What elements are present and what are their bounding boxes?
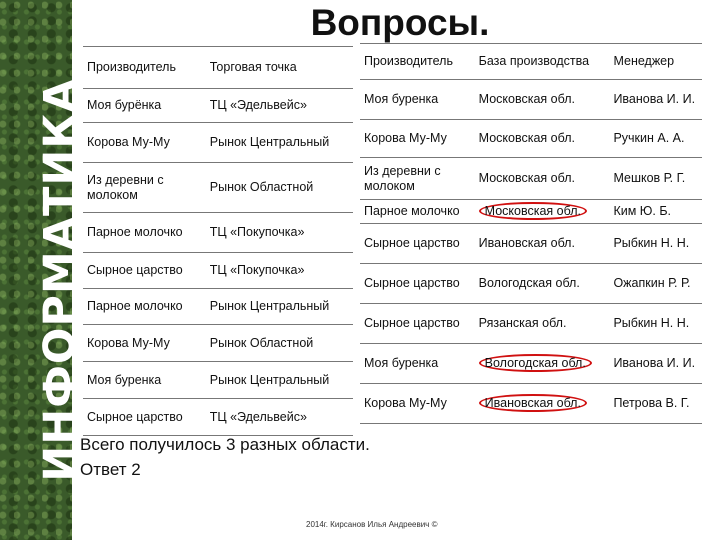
cell-producer: Корова Му-Му <box>83 325 206 362</box>
producer-outlet-table <box>83 46 353 436</box>
header-cell: Менеджер <box>609 44 702 80</box>
table-header-row <box>83 47 353 89</box>
cell-producer: Моя буренка <box>83 362 206 399</box>
cell-outlet: ТЦ «Покупочка» <box>206 253 353 289</box>
cell-outlet: ТЦ «Эдельвейс» <box>206 89 353 123</box>
cell-outlet: Рынок Центральный <box>206 123 353 163</box>
table-row <box>360 224 702 264</box>
cell-producer: Сырное царство <box>83 399 206 436</box>
cell-base: Ивановская обл. <box>475 224 610 264</box>
cell-producer: Сырное царство <box>360 264 475 304</box>
page-title: Вопросы. <box>310 2 490 43</box>
cell-outlet: Рынок Областной <box>206 163 353 213</box>
producer-base-manager-table <box>360 43 702 424</box>
table-header-row <box>360 44 702 80</box>
table-row <box>360 264 702 304</box>
cell-manager: Ручкин А. А. <box>609 120 702 158</box>
cell-base: Московская обл. <box>475 80 610 120</box>
cell-manager: Иванова И. И. <box>609 344 702 384</box>
answer-line: Ответ 2 <box>80 460 141 479</box>
cell-producer: Парное молочко <box>83 213 206 253</box>
cell-outlet: Рынок Центральный <box>206 362 353 399</box>
table-row <box>360 384 702 424</box>
cell-outlet: ТЦ «Эдельвейс» <box>206 399 353 436</box>
table-row <box>83 123 353 163</box>
cell-manager: Иванова И. И. <box>609 80 702 120</box>
table-row <box>83 163 353 213</box>
cell-producer: Корова Му-Му <box>360 120 475 158</box>
header-cell: База производства <box>475 44 610 80</box>
table-row <box>83 213 353 253</box>
cell-manager: Ожапкин Р. Р. <box>609 264 702 304</box>
cell-base <box>475 344 610 384</box>
summary-line: Всего получилось 3 разных области. <box>80 435 370 454</box>
cell-producer: Сырное царство <box>360 224 475 264</box>
cell-producer: Сырное царство <box>360 304 475 344</box>
cell-manager: Рыбкин Н. Н. <box>609 224 702 264</box>
cell-outlet: Рынок Областной <box>206 325 353 362</box>
highlighted-region: Ивановская обл. <box>479 394 587 412</box>
cell-producer: Сырное царство <box>83 253 206 289</box>
cell-outlet: ТЦ «Покупочка» <box>206 213 353 253</box>
table-row <box>83 325 353 362</box>
header-cell: Производитель <box>83 47 206 89</box>
table-row <box>360 80 702 120</box>
cell-producer: Корова Му-Му <box>83 123 206 163</box>
cell-producer: Моя бурёнка <box>83 89 206 123</box>
highlighted-region: Вологодская обл. <box>479 354 592 372</box>
table-row <box>360 158 702 200</box>
sidebar-texture <box>0 0 85 540</box>
cell-producer: Корова Му-Му <box>360 384 475 424</box>
cell-base: Рязанская обл. <box>475 304 610 344</box>
cell-base: Московская обл. <box>475 158 610 200</box>
table-row <box>360 304 702 344</box>
header-cell: Торговая точка <box>206 47 353 89</box>
table-row <box>83 253 353 289</box>
cell-producer: Моя буренка <box>360 344 475 384</box>
header-cell: Производитель <box>360 44 475 80</box>
table-row <box>83 399 353 436</box>
cell-base: Московская обл. <box>475 120 610 158</box>
copyright-footer: 2014г. Кирсанов Илья Андреевич © <box>306 520 438 529</box>
table-row <box>360 344 702 384</box>
table-row <box>83 289 353 325</box>
cell-manager: Ким Ю. Б. <box>609 200 702 224</box>
summary-text <box>80 432 370 482</box>
cell-manager: Рыбкин Н. Н. <box>609 304 702 344</box>
cell-manager: Мешков Р. Г. <box>609 158 702 200</box>
cell-base <box>475 384 610 424</box>
table-row <box>360 120 702 158</box>
cell-base <box>475 200 610 224</box>
table-row <box>360 200 702 224</box>
vertical-title: ИНФОРМАТИКА <box>35 78 85 482</box>
cell-producer: Парное молочко <box>83 289 206 325</box>
table-row <box>83 89 353 123</box>
highlighted-region: Московская обл. <box>479 202 587 220</box>
cell-producer: Парное молочко <box>360 200 475 224</box>
cell-producer: Моя буренка <box>360 80 475 120</box>
table-row <box>83 362 353 399</box>
cell-outlet: Рынок Центральный <box>206 289 353 325</box>
cell-base: Вологодская обл. <box>475 264 610 304</box>
cell-producer: Из деревни с молоком <box>83 163 206 213</box>
cell-producer: Из деревни с молоком <box>360 158 475 200</box>
cell-manager: Петрова В. Г. <box>609 384 702 424</box>
